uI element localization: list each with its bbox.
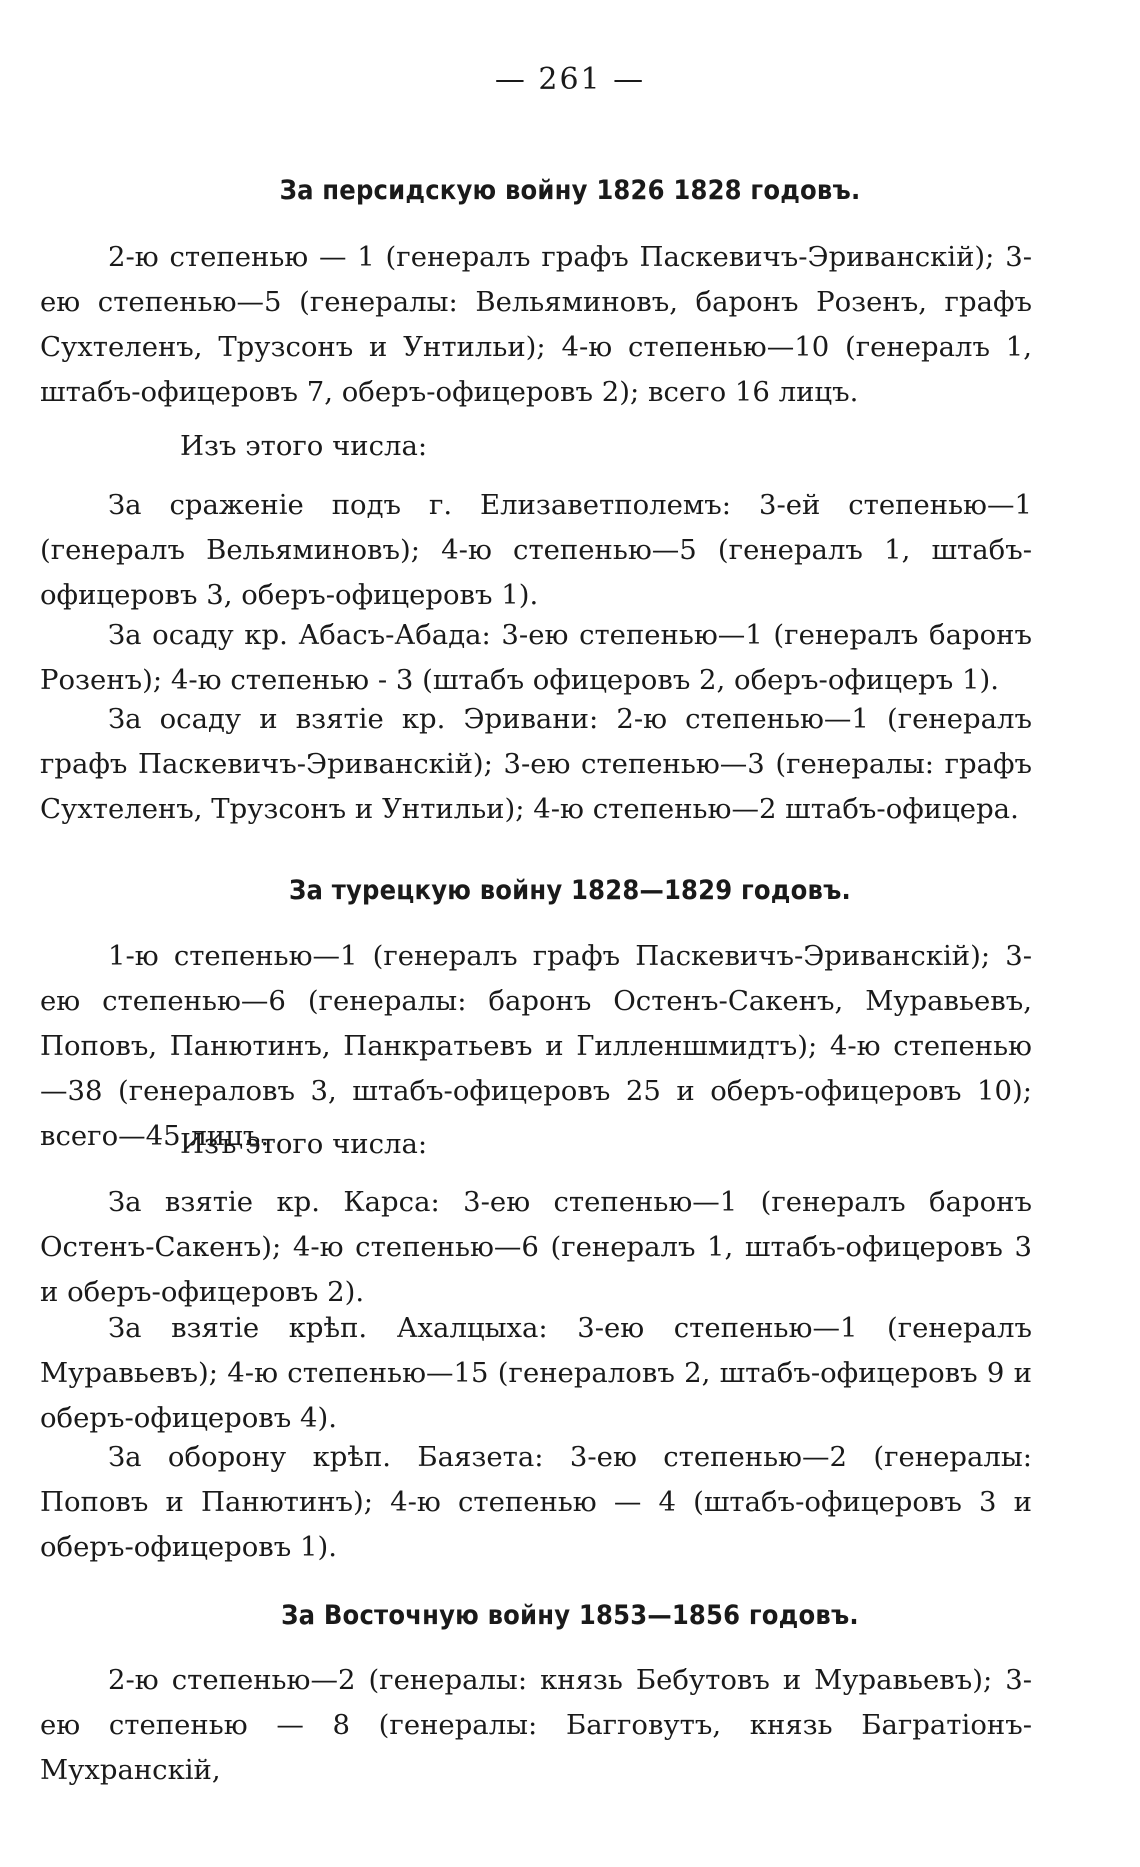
paragraph-persian-erivan: За осаду и взятіе кр. Эривани: 2-ю степенью—1 (генералъ графъ Паскевичъ-Эриванскій); 3-ею степенью—3 (генералы: графъ Сухтеленъ, Трузсонъ и Унтильи); 4-ю степенью—2 штабъ-офицера. [40, 703, 1032, 825]
paragraph-persian-summary: 2-ю степенью — 1 (генералъ графъ Паскевичъ-Эриванскій); 3-ею степенью—5 (генералы: Вельяминовъ, баронъ Розенъ, графъ Сухтеленъ, Трузсонъ и Унтильи); 4-ю степенью—10 (генералъ 1, штабъ-офицеровъ 7, оберъ-офицеровъ 2); всего 16 лицъ. [40, 241, 1032, 408]
section-heading-turkish-war: За турецкую войну 1828—1829 годовъ. [289, 875, 851, 906]
paragraph-turkish-bayazet: За оборону крѣп. Баязета: 3-ею степенью—2 (генералы: Поповъ и Панютинъ); 4-ю степенью — 4 (штабъ-офицеровъ 3 и оберъ-офицеровъ 1). [40, 1441, 1032, 1563]
paragraph-turkish-kars: За взятіе кр. Карса: 3-ею степенью—1 (генералъ баронъ Остенъ-Сакенъ); 4-ю степенью—6 (генералъ 1, штабъ-офицеровъ 3 и оберъ-офицеровъ 2). [40, 1186, 1032, 1308]
paragraph-turkish-akhaltsikh: За взятіе крѣп. Ахалцыха: 3-ею степенью—1 (генералъ Муравьевъ); 4-ю степенью—15 (генераловъ 2, штабъ-офицеровъ 9 и оберъ-офицеровъ 4). [40, 1312, 1032, 1434]
page-number: — 261 — [494, 62, 646, 97]
paragraph-turkish-summary: 1-ю степенью—1 (генералъ графъ Паскевичъ-Эриванскій); 3-ею степенью—6 (генералы: баронъ Остенъ-Сакенъ, Муравьевъ, Поповъ, Панютинъ, Панкратьевъ и Гилленшмидтъ); 4-ю степенью—38 (генераловъ 3, штабъ-офицеровъ 25 и оберъ-офицеровъ 10); всего—45 лицъ. [40, 940, 1032, 1152]
paragraph-eastern-summary: 2-ю степенью—2 (генералы: князь Бебутовъ и Муравьевъ); 3-ею степенью — 8 (генералы: Багговутъ, князь Багратіонъ-Мухранскій, [40, 1664, 1032, 1786]
subheading-turkish-of-this-number: Изъ этого числа: [180, 1128, 428, 1160]
subheading-persian-of-this-number: Изъ этого числа: [180, 430, 428, 462]
paragraph-persian-abas-abad: За осаду кр. Абасъ-Абада: 3-ею степенью—1 (генералъ баронъ Розенъ); 4-ю степенью - 3 (штабъ офицеровъ 2, оберъ-офицеръ 1). [40, 619, 1032, 696]
paragraph-persian-elizavetpol: За сраженіе подъ г. Елизаветполемъ: 3-ей степенью—1 (генералъ Вельяминовъ); 4-ю степенью—5 (генералъ 1, штабъ-офицеровъ 3, оберъ-офицеровъ 1). [40, 489, 1032, 611]
section-heading-eastern-war: За Восточную войну 1853—1856 годовъ. [281, 1600, 859, 1631]
section-heading-persian-war: За персидскую войну 1826 1828 годовъ. [279, 175, 861, 206]
